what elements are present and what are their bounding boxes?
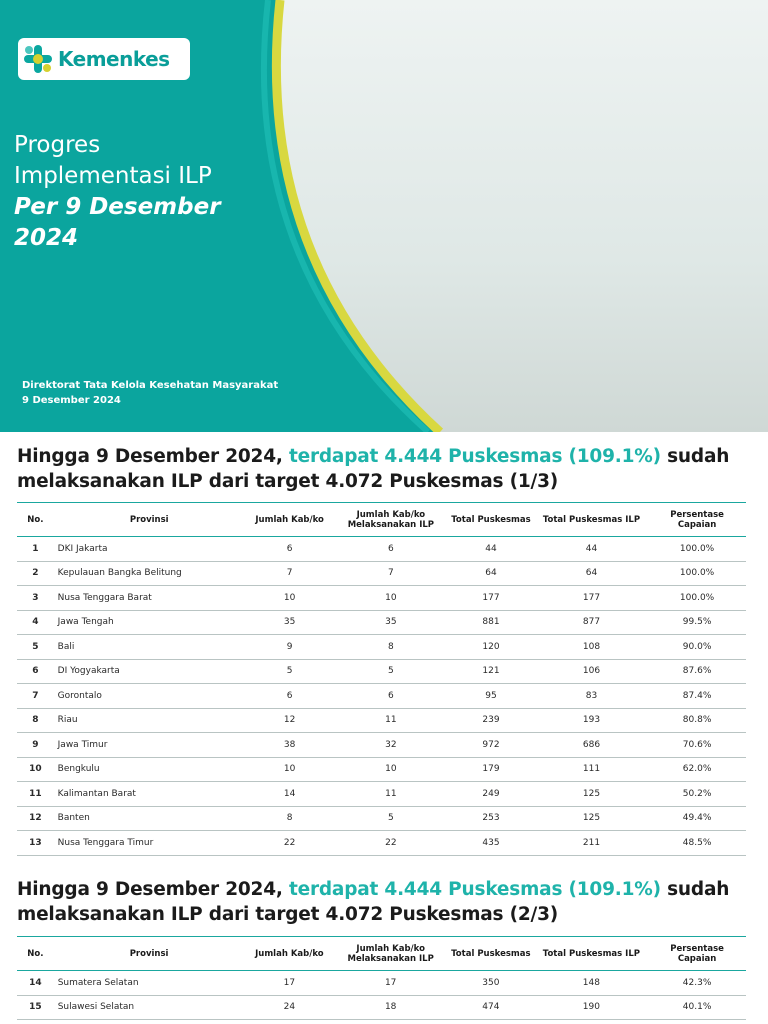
cell-provinsi: Jawa Timur — [54, 733, 245, 758]
col-total-puskesmas: Total Puskesmas — [447, 503, 535, 537]
table-row — [17, 782, 746, 807]
table-row — [17, 561, 746, 586]
cell-provinsi: Bengkulu — [54, 757, 245, 782]
cell-jumlah-kab: 35 — [245, 610, 335, 635]
table-row — [17, 757, 746, 782]
cell-no: 14 — [17, 971, 54, 996]
table2 — [17, 936, 746, 1020]
cell-no: 5 — [17, 635, 54, 660]
table-row — [17, 537, 746, 562]
cell-total-puskesmas-ilp: 106 — [535, 659, 648, 684]
cell-provinsi: Kalimantan Barat — [54, 782, 245, 807]
cell-total-puskesmas: 120 — [447, 635, 535, 660]
cell-persentase: 40.1% — [648, 995, 746, 1020]
table-row — [17, 610, 746, 635]
cell-no: 15 — [17, 995, 54, 1020]
kemenkes-logo-icon — [18, 38, 58, 80]
cell-persentase: 80.8% — [648, 708, 746, 733]
cell-persentase: 87.6% — [648, 659, 746, 684]
table2-header-row — [17, 937, 746, 971]
cell-total-puskesmas-ilp: 125 — [535, 806, 648, 831]
cell-jumlah-kab: 38 — [245, 733, 335, 758]
hero-title-line3: Per 9 Desember 2024 — [14, 194, 221, 251]
cell-total-puskesmas: 350 — [447, 971, 535, 996]
col-persentase: Persentase Capaian — [648, 503, 746, 537]
cell-jumlah-kab: 5 — [245, 659, 335, 684]
cell-total-puskesmas-ilp: 111 — [535, 757, 648, 782]
col-jumlah-kab: Jumlah Kab/ko — [244, 937, 334, 971]
cell-jumlah-kab: 24 — [244, 995, 334, 1020]
col-jumlah-kab-ilp: Jumlah Kab/ko Melaksanakan ILP — [334, 503, 447, 537]
cell-jumlah-kab: 6 — [245, 537, 335, 562]
cell-total-puskesmas: 435 — [447, 831, 535, 856]
section2-prefix: Hingga 9 Desember 2024, — [17, 879, 289, 900]
cell-total-puskesmas-ilp: 211 — [535, 831, 648, 856]
kemenkes-logo — [18, 38, 190, 80]
cell-total-puskesmas-ilp: 64 — [535, 561, 648, 586]
cell-no: 11 — [17, 782, 54, 807]
cell-persentase: 48.5% — [648, 831, 746, 856]
cell-provinsi: DI Yogyakarta — [54, 659, 245, 684]
col-total-puskesmas-ilp: Total Puskesmas ILP — [535, 937, 649, 971]
cell-provinsi: DKI Jakarta — [54, 537, 245, 562]
cell-jumlah-kab-ilp: 32 — [334, 733, 447, 758]
cell-provinsi: Riau — [54, 708, 245, 733]
cell-jumlah-kab: 6 — [245, 684, 335, 709]
cell-total-puskesmas: 881 — [447, 610, 535, 635]
cell-persentase: 62.0% — [648, 757, 746, 782]
cell-persentase: 49.4% — [648, 806, 746, 831]
table-row — [17, 635, 746, 660]
cell-total-puskesmas-ilp: 108 — [535, 635, 648, 660]
section1-highlight: terdapat 4.444 Puskesmas (109.1%) — [288, 446, 661, 467]
table2-body — [17, 971, 746, 1020]
cell-no: 12 — [17, 806, 54, 831]
cell-total-puskesmas: 121 — [447, 659, 535, 684]
cell-total-puskesmas: 239 — [447, 708, 535, 733]
cell-jumlah-kab-ilp: 5 — [334, 659, 447, 684]
cell-jumlah-kab: 12 — [245, 708, 335, 733]
cell-provinsi: Nusa Tenggara Timur — [54, 831, 245, 856]
table-row — [17, 708, 746, 733]
cell-jumlah-kab: 22 — [245, 831, 335, 856]
cell-no: 8 — [17, 708, 54, 733]
cell-total-puskesmas: 253 — [447, 806, 535, 831]
table-row — [17, 831, 746, 856]
cell-jumlah-kab-ilp: 6 — [334, 684, 447, 709]
cell-total-puskesmas: 95 — [447, 684, 535, 709]
cell-total-puskesmas: 474 — [447, 995, 535, 1020]
cell-jumlah-kab-ilp: 22 — [334, 831, 447, 856]
cell-jumlah-kab-ilp: 10 — [334, 757, 447, 782]
cell-persentase: 50.2% — [648, 782, 746, 807]
cell-total-puskesmas: 972 — [447, 733, 535, 758]
table1-header-row — [17, 503, 746, 537]
col-provinsi: Provinsi — [54, 503, 245, 537]
hero-banner — [0, 0, 768, 432]
cell-total-puskesmas-ilp: 193 — [535, 708, 648, 733]
cell-jumlah-kab-ilp: 10 — [334, 586, 447, 611]
table-row — [17, 586, 746, 611]
cell-provinsi: Bali — [54, 635, 245, 660]
col-jumlah-kab: Jumlah Kab/ko — [245, 503, 335, 537]
cell-persentase: 100.0% — [648, 537, 746, 562]
hero-date: 9 Desember 2024 — [22, 395, 121, 406]
cell-persentase: 42.3% — [648, 971, 746, 996]
cell-provinsi: Gorontalo — [54, 684, 245, 709]
cell-total-puskesmas-ilp: 190 — [535, 995, 649, 1020]
cell-total-puskesmas-ilp: 83 — [535, 684, 648, 709]
cell-jumlah-kab-ilp: 11 — [334, 708, 447, 733]
cell-persentase: 70.6% — [648, 733, 746, 758]
hero-footer — [22, 378, 278, 408]
hero-org: Direktorat Tata Kelola Kesehatan Masyarakat — [22, 380, 279, 391]
section1-heading — [17, 444, 757, 494]
section1-prefix: Hingga 9 Desember 2024, — [17, 446, 289, 467]
cell-no: 2 — [17, 561, 54, 586]
cell-jumlah-kab-ilp: 7 — [334, 561, 447, 586]
cell-provinsi: Nusa Tenggara Barat — [54, 586, 245, 611]
cell-no: 7 — [17, 684, 54, 709]
hero-title — [14, 130, 264, 254]
col-no: No. — [17, 937, 54, 971]
cell-provinsi: Banten — [54, 806, 245, 831]
cell-provinsi: Sumatera Selatan — [54, 971, 245, 996]
cell-jumlah-kab: 9 — [245, 635, 335, 660]
cell-persentase: 87.4% — [648, 684, 746, 709]
table1 — [17, 502, 746, 856]
table-row — [17, 971, 746, 996]
cell-no: 9 — [17, 733, 54, 758]
cell-persentase: 100.0% — [648, 586, 746, 611]
table-row — [17, 659, 746, 684]
cell-total-puskesmas-ilp: 125 — [535, 782, 648, 807]
cell-no: 3 — [17, 586, 54, 611]
table-row — [17, 995, 746, 1020]
hero-title-line1: Progres — [14, 132, 101, 158]
cell-jumlah-kab: 10 — [245, 586, 335, 611]
cell-jumlah-kab-ilp: 8 — [334, 635, 447, 660]
col-persentase: Persentase Capaian — [648, 937, 746, 971]
cell-total-puskesmas: 179 — [447, 757, 535, 782]
cell-total-puskesmas-ilp: 686 — [535, 733, 648, 758]
col-no: No. — [17, 503, 54, 537]
cell-persentase: 100.0% — [648, 561, 746, 586]
cell-jumlah-kab-ilp: 5 — [334, 806, 447, 831]
cell-persentase: 99.5% — [648, 610, 746, 635]
cell-total-puskesmas-ilp: 44 — [535, 537, 648, 562]
logo-text: Kemenkes — [58, 47, 170, 71]
col-provinsi: Provinsi — [54, 937, 245, 971]
cell-jumlah-kab-ilp: 6 — [334, 537, 447, 562]
section2-suffix: sudah melaksanakan ILP dari target 4.072 Puskesmas (2/3) — [17, 879, 730, 925]
cell-total-puskesmas: 44 — [447, 537, 535, 562]
section1-suffix: sudah melaksanakan ILP dari target 4.072 Puskesmas (1/3) — [17, 446, 730, 492]
cell-jumlah-kab: 17 — [244, 971, 334, 996]
cell-total-puskesmas-ilp: 148 — [535, 971, 649, 996]
col-total-puskesmas-ilp: Total Puskesmas ILP — [535, 503, 648, 537]
col-jumlah-kab-ilp: Jumlah Kab/ko Melaksanakan ILP — [334, 937, 447, 971]
cell-provinsi: Jawa Tengah — [54, 610, 245, 635]
cell-jumlah-kab-ilp: 11 — [334, 782, 447, 807]
cell-jumlah-kab: 10 — [245, 757, 335, 782]
cell-jumlah-kab: 7 — [245, 561, 335, 586]
table-row — [17, 806, 746, 831]
table-row — [17, 733, 746, 758]
cell-provinsi: Kepulauan Bangka Belitung — [54, 561, 245, 586]
cell-total-puskesmas: 177 — [447, 586, 535, 611]
cell-jumlah-kab: 8 — [245, 806, 335, 831]
col-total-puskesmas: Total Puskesmas — [447, 937, 535, 971]
cell-persentase: 90.0% — [648, 635, 746, 660]
hero-title-line2: Implementasi ILP — [14, 163, 212, 189]
table-row — [17, 684, 746, 709]
cell-total-puskesmas-ilp: 877 — [535, 610, 648, 635]
cell-total-puskesmas: 249 — [447, 782, 535, 807]
section2-highlight: terdapat 4.444 Puskesmas (109.1%) — [288, 879, 661, 900]
cell-jumlah-kab-ilp: 35 — [334, 610, 447, 635]
cell-no: 1 — [17, 537, 54, 562]
cell-jumlah-kab-ilp: 17 — [334, 971, 447, 996]
cell-total-puskesmas-ilp: 177 — [535, 586, 648, 611]
cell-no: 10 — [17, 757, 54, 782]
cell-no: 4 — [17, 610, 54, 635]
cell-no: 6 — [17, 659, 54, 684]
table1-body — [17, 537, 746, 856]
cell-no: 13 — [17, 831, 54, 856]
cell-provinsi: Sulawesi Selatan — [54, 995, 245, 1020]
cell-jumlah-kab-ilp: 18 — [334, 995, 447, 1020]
section2-heading — [17, 877, 757, 927]
cell-jumlah-kab: 14 — [245, 782, 335, 807]
cell-total-puskesmas: 64 — [447, 561, 535, 586]
